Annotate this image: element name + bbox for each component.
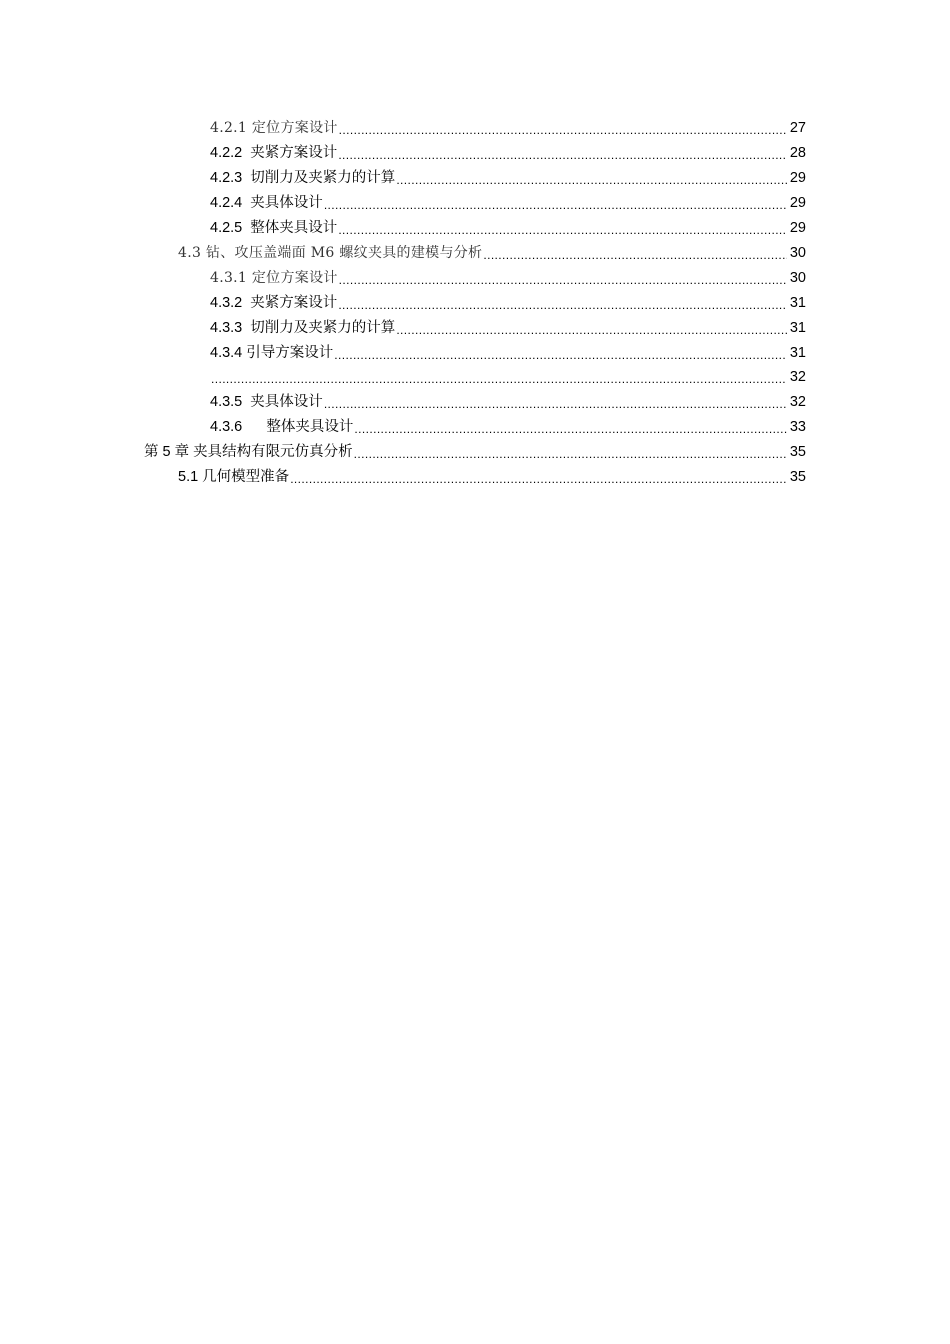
dot-leader	[354, 442, 787, 462]
toc-entry-page: 30	[789, 245, 806, 261]
toc-entry-page: 29	[789, 220, 806, 236]
dot-leader	[324, 392, 787, 412]
dot-leader	[354, 417, 787, 437]
toc-entry-page: 31	[789, 295, 806, 311]
dot-leader	[338, 218, 787, 238]
toc-entry-page: 33	[789, 419, 806, 435]
toc-entry-label: 4.3.6 整体夹具设计	[210, 419, 354, 435]
toc-entry-4-2-2[interactable]	[210, 139, 806, 163]
toc-entry-page: 35	[789, 444, 806, 460]
dot-leader	[339, 268, 787, 288]
toc-entry-4-3-6[interactable]	[210, 413, 806, 437]
toc-entry-label: 4.3.2 夹紧方案设计	[210, 295, 338, 311]
toc-entry-label: 第 5 章 夹具结构有限元仿真分析	[144, 444, 353, 460]
toc-entry-4-2-5[interactable]	[210, 214, 806, 238]
dot-leader	[396, 168, 787, 188]
toc-entry-4-3-5[interactable]	[210, 388, 806, 412]
toc-entry-5-1[interactable]	[178, 463, 806, 487]
dot-leader	[483, 243, 787, 263]
toc-entry-label: 4.2.3 切削力及夹紧力的计算	[210, 170, 396, 186]
toc-entry-4-3-4[interactable]	[210, 339, 806, 363]
toc-entry-label: 4.2.2 夹紧方案设计	[210, 145, 338, 161]
toc-entry-label: 4.2.1 定位方案设计	[210, 120, 338, 136]
toc-entry-page: 35	[789, 469, 806, 485]
dot-leader	[396, 318, 787, 338]
dot-leader	[290, 467, 787, 487]
toc-entry-label: 5.1 几何模型准备	[178, 469, 290, 485]
dot-leader	[334, 343, 787, 363]
toc-entry-page: 28	[789, 145, 806, 161]
toc-entry-page: 32	[789, 394, 806, 410]
dot-leader	[324, 193, 787, 213]
toc-entry-page: 27	[789, 120, 806, 136]
dot-leader	[339, 118, 787, 138]
toc-entry-page: 29	[789, 170, 806, 186]
toc-entry-label: 4.3.3 切削力及夹紧力的计算	[210, 320, 396, 336]
toc-entry-4-2-4[interactable]	[210, 189, 806, 213]
dot-leader	[211, 367, 787, 387]
toc-entry-page: 31	[789, 320, 806, 336]
toc-entry-label: 4.3.1 定位方案设计	[210, 270, 338, 286]
toc-entry-chapter-5[interactable]	[144, 438, 806, 462]
toc-entry-page: 31	[789, 345, 806, 361]
toc-entry-4-3-2[interactable]	[210, 289, 806, 313]
toc-entry-4-2-3[interactable]	[210, 164, 806, 188]
toc-entry-4-3[interactable]	[178, 239, 806, 263]
toc-entry-label: 4.2.5 整体夹具设计	[210, 220, 338, 236]
toc-entry-label: 4.3.5 夹具体设计	[210, 394, 323, 410]
dot-leader	[338, 293, 787, 313]
toc-entry-4-3-3[interactable]	[210, 314, 806, 338]
toc-entry-4-3-1[interactable]	[210, 264, 806, 288]
toc-entry-page: 32	[789, 369, 806, 385]
toc-entry-untitled[interactable]	[210, 363, 806, 387]
dot-leader	[338, 143, 787, 163]
toc-entry-label: 4.2.4 夹具体设计	[210, 195, 323, 211]
toc-entry-label: 4.3 钻、攻压盖端面 M6 螺纹夹具的建模与分析	[178, 245, 483, 261]
toc-entry-label: 4.3.4 引导方案设计	[210, 345, 334, 361]
toc-entry-4-2-1[interactable]	[210, 114, 806, 138]
toc-entry-page: 29	[789, 195, 806, 211]
toc-entry-page: 30	[789, 270, 806, 286]
